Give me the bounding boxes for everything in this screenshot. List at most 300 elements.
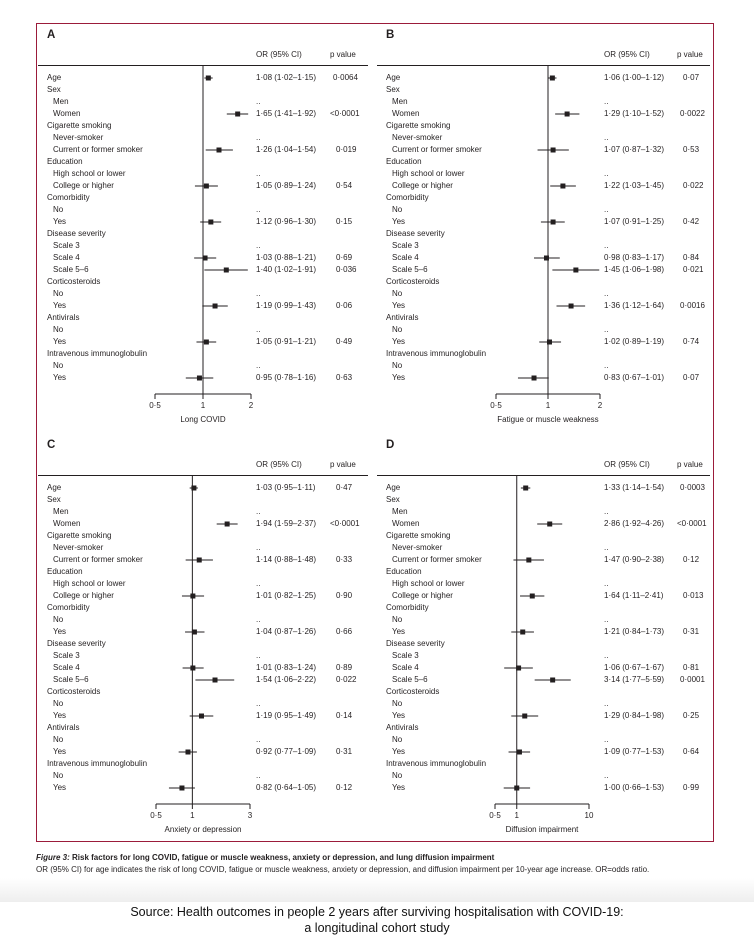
table-row [375,289,715,299]
divider-band [0,878,754,902]
or-value: 1·12 (0·96–1·30) [256,217,317,226]
or-value: .. [604,615,609,624]
table-row [36,373,376,383]
or-column-header: OR (95% CI) [256,50,302,59]
or-value: 1·45 (1·06–1·98) [604,265,665,274]
p-value: 0·013 [683,591,704,600]
row-label: Current or former smoker [53,145,143,154]
p-value: 0·07 [683,73,700,82]
p-value: 0·31 [336,747,353,756]
row-label: Scale 5–6 [53,265,89,274]
table-row [375,711,715,721]
table-row [375,783,715,793]
or-value: .. [604,699,609,708]
or-value: 1·05 (0·89–1·24) [256,181,317,190]
table-row [375,771,715,781]
table-row [36,181,376,191]
or-value: .. [256,361,261,370]
row-label: Age [47,483,62,492]
table-row [36,627,376,637]
row-label: Yes [53,711,67,720]
x-tick-label: 0·5 [490,401,502,410]
row-label: Scale 5–6 [392,675,428,684]
row-label: Never-smoker [392,133,443,142]
row-label: Disease severity [47,229,106,238]
row-label: Intravenous immunoglobulin [386,349,487,358]
caption-title-prefix: Figure 3: [36,853,70,862]
table-row [36,73,376,83]
p-value: 0·31 [683,627,700,636]
p-value: <0·0001 [677,519,707,528]
row-label: Yes [53,337,67,346]
row-label: Women [392,109,420,118]
row-label: Antivirals [47,723,80,732]
or-value: .. [256,325,261,334]
table-row [375,85,715,95]
row-label: Yes [392,337,406,346]
x-tick-label: 0·5 [149,401,161,410]
or-value: .. [256,735,261,744]
row-label: Corticosteroids [386,277,440,286]
table-row [375,229,715,239]
p-value: 0·69 [336,253,353,262]
table-row [36,567,376,577]
row-label: Women [53,109,81,118]
or-value: .. [604,651,609,660]
table-row [36,325,376,335]
row-label: No [53,615,64,624]
row-label: Women [53,519,81,528]
row-label: No [53,289,64,298]
row-label: Scale 4 [392,663,419,672]
table-row [375,735,715,745]
or-value: .. [256,289,261,298]
or-value: .. [256,205,261,214]
row-label: Yes [53,373,67,382]
p-value: 0·12 [336,783,353,792]
or-value: 0·95 (0·78–1·16) [256,373,317,382]
table-row [375,615,715,625]
table-row [375,205,715,215]
row-label: Yes [392,217,406,226]
table-row [36,555,376,565]
or-value: .. [604,133,609,142]
table-row [36,85,376,95]
table-row [375,325,715,335]
or-value: .. [604,579,609,588]
row-label: Age [386,73,401,82]
table-row [36,169,376,179]
row-label: College or higher [392,591,453,600]
table-row [36,759,376,769]
table-row [375,579,715,589]
table-row [36,229,376,239]
p-value: 0·84 [683,253,700,262]
or-value: 1·40 (1·02–1·91) [256,265,317,274]
table-row [375,193,715,203]
row-label: Yes [53,217,67,226]
or-value: .. [604,361,609,370]
p-value-column-header: p value [677,50,703,59]
x-axis-label: Diffusion impairment [505,825,579,834]
row-label: Current or former smoker [392,145,482,154]
p-value: 0·0001 [680,675,705,684]
or-value: 1·08 (1·02–1·15) [256,73,317,82]
row-label: Antivirals [386,723,419,732]
table-row [36,771,376,781]
table-row [36,337,376,347]
table-row [36,361,376,371]
row-label: Education [386,157,422,166]
p-value: 0·021 [683,265,704,274]
row-label: Sex [47,85,61,94]
row-label: Scale 3 [53,651,80,660]
table-row [375,663,715,673]
or-column-header: OR (95% CI) [604,50,650,59]
table-row [36,699,376,709]
or-value: 1·07 (0·87–1·32) [604,145,665,154]
row-label: Scale 3 [392,651,419,660]
p-value: 0·06 [336,301,353,310]
figure-caption [36,852,736,876]
or-column-header: OR (95% CI) [604,460,650,469]
row-label: Corticosteroids [47,687,101,696]
row-label: No [392,735,403,744]
row-label: Current or former smoker [392,555,482,564]
table-row [36,711,376,721]
row-label: Age [47,73,62,82]
table-row [375,591,715,601]
table-row [375,723,715,733]
row-label: Cigarette smoking [386,531,451,540]
or-value: 0·82 (0·64–1·05) [256,783,317,792]
table-row [375,361,715,371]
p-value: <0·0001 [330,519,360,528]
or-value: .. [604,241,609,250]
row-label: Women [392,519,420,528]
or-value: .. [604,169,609,178]
p-value: 0·53 [683,145,700,154]
p-value: 0·0003 [680,483,705,492]
row-label: Never-smoker [53,133,104,142]
table-row [375,97,715,107]
row-label: Men [53,97,69,106]
row-label: Yes [53,747,67,756]
table-row [375,507,715,517]
row-label: Scale 4 [53,253,80,262]
p-value: 0·036 [336,265,357,274]
row-label: No [53,699,64,708]
table-row [375,543,715,553]
p-value: 0·63 [336,373,353,382]
or-value: 1·02 (0·89–1·19) [604,337,665,346]
or-value: 1·00 (0·66–1·53) [604,783,665,792]
table-row [375,603,715,613]
row-label: High school or lower [53,169,126,178]
row-label: No [53,325,64,334]
panel-label: B [386,29,395,41]
row-label: No [392,361,403,370]
or-value: .. [604,325,609,334]
row-label: Scale 5–6 [53,675,89,684]
table-row [375,567,715,577]
p-value: 0·90 [336,591,353,600]
row-label: Yes [392,711,406,720]
or-value: .. [256,579,261,588]
table-row [375,109,715,119]
p-value-column-header: p value [677,460,703,469]
row-label: Corticosteroids [47,277,101,286]
row-label: Intravenous immunoglobulin [47,759,148,768]
p-value: 0·0064 [333,73,358,82]
row-label: Cigarette smoking [386,121,451,130]
or-value: 1·21 (0·84–1·73) [604,627,665,636]
row-label: Intravenous immunoglobulin [47,349,148,358]
table-row [36,349,376,359]
table-row [375,555,715,565]
p-value: 0·33 [336,555,353,564]
table-row [36,615,376,625]
table-row [375,675,715,685]
table-row [36,277,376,287]
table-row [375,639,715,649]
table-row [375,133,715,143]
table-row [36,301,376,311]
table-row [375,495,715,505]
table-row [36,495,376,505]
table-row [375,337,715,347]
p-value: 0·15 [336,217,353,226]
table-row [375,349,715,359]
x-tick-label: 1 [514,811,519,820]
table-row [36,217,376,227]
row-label: No [53,361,64,370]
table-row [36,289,376,299]
row-label: No [392,205,403,214]
x-axis-label: Fatigue or muscle weakness [497,415,599,424]
p-value: 0·54 [336,181,353,190]
table-row [36,121,376,131]
table-row [36,639,376,649]
p-value: 0·0022 [680,109,705,118]
table-row [375,531,715,541]
table-row [375,121,715,131]
caption-note: OR (95% CI) for age indicates the risk of long COVID, fatigue or muscle weakness, anxiety or depression, and diffusion impairment per 10-year age increase. OR=odds ratio. [36,865,650,874]
table-row [375,181,715,191]
or-value: 1·05 (0·91–1·21) [256,337,317,346]
or-value: .. [604,735,609,744]
row-label: Comorbidity [386,603,429,612]
table-row [375,157,715,167]
x-axis-label: Long COVID [180,415,226,424]
or-value: 3·14 (1·77–5·59) [604,675,665,684]
row-label: High school or lower [392,169,465,178]
or-value: .. [604,543,609,552]
or-value: 1·65 (1·41–1·92) [256,109,317,118]
or-value: 1·06 (1·00–1·12) [604,73,665,82]
or-value: 1·64 (1·11–2·41) [604,591,664,600]
table-row [36,783,376,793]
or-value: 1·26 (1·04–1·54) [256,145,317,154]
table-row [375,301,715,311]
or-value: 1·54 (1·06–2·22) [256,675,317,684]
row-label: College or higher [53,591,114,600]
table-row [375,759,715,769]
panel-label: A [47,29,56,41]
or-value: 1·29 (0·84–1·98) [604,711,665,720]
table-row [375,265,715,275]
table-row [36,687,376,697]
row-label: Men [392,97,408,106]
row-label: College or higher [53,181,114,190]
row-label: Sex [386,495,400,504]
or-value: .. [256,97,261,106]
or-value: 1·06 (0·67–1·67) [604,663,665,672]
or-value: 1·36 (1·12–1·64) [604,301,665,310]
panel-label: D [386,439,395,451]
row-label: Disease severity [386,639,445,648]
row-label: Yes [392,301,406,310]
p-value: 0·0016 [680,301,705,310]
p-value-column-header: p value [330,50,356,59]
forest-panel-b [375,23,715,433]
or-value: .. [604,97,609,106]
row-label: Scale 5–6 [392,265,428,274]
p-value: 0·64 [683,747,700,756]
or-value: 1·04 (0·87–1·26) [256,627,317,636]
row-label: No [53,205,64,214]
row-label: Disease severity [386,229,445,238]
p-value: 0·25 [683,711,700,720]
or-value: 0·92 (0·77–1·09) [256,747,317,756]
p-value: 0·022 [683,181,704,190]
p-value: 0·14 [336,711,353,720]
table-row [36,109,376,119]
or-value: 1·33 (1·14–1·54) [604,483,665,492]
x-tick-label: 0·5 [150,811,162,820]
or-value: .. [604,205,609,214]
forest-panel-c [36,433,376,843]
x-axis-label: Anxiety or depression [164,825,242,834]
p-value: 0·99 [683,783,700,792]
or-value: .. [256,241,261,250]
row-label: Scale 3 [53,241,80,250]
row-label: Sex [386,85,400,94]
row-label: No [392,289,403,298]
row-label: Education [386,567,422,576]
or-value: 1·19 (0·99–1·43) [256,301,317,310]
table-row [36,265,376,275]
or-value: 1·19 (0·95–1·49) [256,711,317,720]
row-label: Yes [392,373,406,382]
table-row [36,543,376,553]
table-row [36,157,376,167]
table-row [36,723,376,733]
row-label: Comorbidity [47,603,90,612]
x-tick-label: 1 [190,811,195,820]
table-row [375,145,715,155]
or-value: .. [256,133,261,142]
table-row [36,531,376,541]
panel-label: C [47,439,56,451]
or-value: 1·09 (0·77–1·53) [604,747,665,756]
row-label: Men [392,507,408,516]
row-label: Yes [392,783,406,792]
or-value: 1·29 (1·10–1·52) [604,109,665,118]
or-value: .. [604,507,609,516]
or-value: 1·01 (0·83–1·24) [256,663,317,672]
or-value: .. [256,699,261,708]
table-row [36,603,376,613]
row-label: Scale 4 [53,663,80,672]
forest-panel-a [36,23,376,433]
caption-title [36,852,736,864]
row-label: Corticosteroids [386,687,440,696]
row-label: No [53,735,64,744]
table-row [36,193,376,203]
or-value: 1·07 (0·91–1·25) [604,217,665,226]
or-value: 1·03 (0·95–1·11) [256,483,316,492]
table-row [36,145,376,155]
p-value: 0·07 [683,373,700,382]
row-label: College or higher [392,181,453,190]
p-value: 0·81 [683,663,700,672]
p-value: 0·49 [336,337,353,346]
row-label: Antivirals [386,313,419,322]
p-value: 0·47 [336,483,353,492]
table-row [36,747,376,757]
table-row [36,591,376,601]
row-label: No [392,615,403,624]
row-label: Education [47,157,83,166]
or-value: 1·47 (0·90–2·38) [604,555,665,564]
or-value: 1·94 (1·59–2·37) [256,519,317,528]
table-row [375,241,715,251]
p-value: 0·74 [683,337,700,346]
table-row [36,133,376,143]
table-row [36,205,376,215]
row-label: Cigarette smoking [47,531,112,540]
table-row [36,651,376,661]
table-row [36,663,376,673]
x-tick-label: 3 [247,811,253,820]
or-value: .. [256,169,261,178]
source-line-1: Source: Health outcomes in people 2 years after surviving hospitalisation with COVID-19: [130,905,624,919]
table-row [375,627,715,637]
table-row [36,675,376,685]
row-label: Comorbidity [386,193,429,202]
table-row [375,651,715,661]
row-label: No [53,771,64,780]
row-label: Yes [53,627,67,636]
row-label: Current or former smoker [53,555,143,564]
p-value-column-header: p value [330,460,356,469]
row-label: Education [47,567,83,576]
row-label: No [392,699,403,708]
row-label: Cigarette smoking [47,121,112,130]
or-value: .. [256,507,261,516]
table-row [375,699,715,709]
row-label: Never-smoker [392,543,443,552]
p-value: 0·66 [336,627,353,636]
source-citation [0,904,754,936]
or-value: 0·98 (0·83–1·17) [604,253,665,262]
or-value: .. [256,615,261,624]
or-value: .. [256,651,261,660]
row-label: Intravenous immunoglobulin [386,759,487,768]
table-row [375,217,715,227]
table-row [375,373,715,383]
